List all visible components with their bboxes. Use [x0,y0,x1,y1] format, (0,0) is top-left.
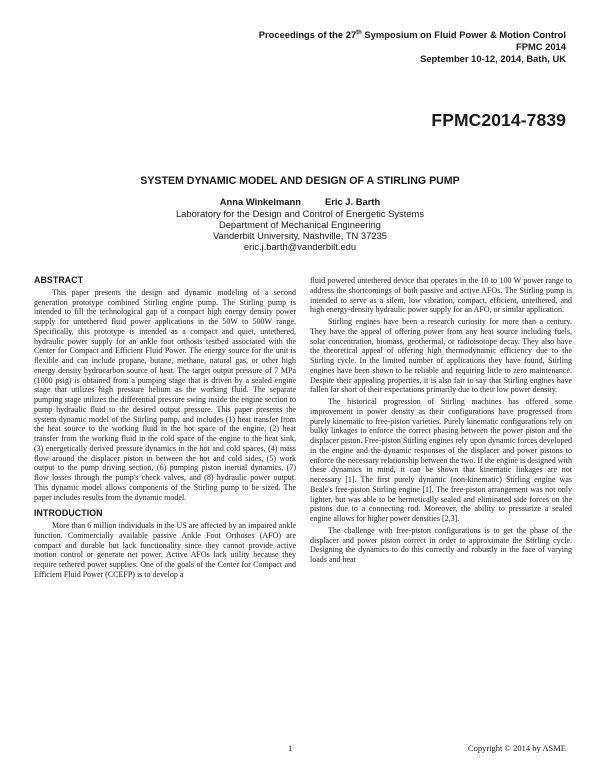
right-column [310,276,572,565]
conference-name: FPMC 2014 [515,41,566,52]
paper-id: FPMC2014-7839 [431,110,566,130]
intro-paragraph-2: Stirling engines have been a research curiosity for more than a century. They have the appeal of offering power from any heat source including fuels, solar concentration, biomass, geothermal, or radioisotope decay. They also have the theoretical appeal of offering high thermodynamic efficiency due to the Stirling cycle. In the limited number of applications they have found, Stirling engines have been shown to be reliable and requiring little to zero maintenance. Despite their appealing properties, it is also fair to say that Stirling engines have fallen far short of their expectations primarily due to their low power density. [310,317,572,395]
affiliation-block [0,208,600,252]
page-number: 1 [288,743,293,753]
proceedings-title: Proceedings of the 27th Symposium on Fluid Power & Motion Control [258,29,566,40]
author-name: Anna Winkelmann [219,196,301,207]
intro-paragraph-1: More than 6 million individuals in the US are affected by an impaired ankle function. Commercially available passive Ankle Foot Orthoses (AFO) are compact and durable but lack functionality since they cannot provide active motion control or generate net power. Active AFOs lack utility because they require tethered power supplies. One of the goals of the Center for Compact and Efficient Fluid Power (CCEFP) is to develop a [34,521,296,579]
affiliation-department: Department of Mechanical Engineering [218,219,382,230]
author-name: Eric J. Barth [324,196,381,207]
left-column [34,276,296,580]
introduction-heading: INTRODUCTION [34,508,103,519]
affiliation-lab: Laboratory for the Design and Control of Energetic Systems [175,208,425,219]
copyright-notice: Copyright © 2014 by ASME [467,743,566,753]
author-list [0,196,600,207]
author-email[interactable]: eric.j.barth@vanderbilt.edu [243,241,357,252]
proceedings-header [259,29,566,65]
abstract-heading: ABSTRACT [34,275,84,285]
abstract-text: This paper presents the design and dynamic modeling of a second generation prototype combined Stirling engine pump. The Stirling pump is intended to fill the technological gap of a compact high energy density power supply for untethered fluid power applications in the 50W to 500W range. Specifically, this prototype is intended as a compact and quiet, untethered, hydraulic power supply for an ankle foot orthosis testbed associated with the Center for Compact and Efficient Fluid Power. The energy source for the unit is flexible and can include propane, butane, methane, natural gas, or other high energy density hydrocarbon source of heat. The target output pressure of 7 MPa (1000 psig) is obtained from a pumping stage that is driven by a sealed engine stage that utilizes high pressure helium as the working fluid. The separate pumping stage utilizes the differential pressure swing inside the engine section to pump hydraulic fluid to the desired output pressure. This paper presents the system dynamic model of the Stirling pump, and includes (1) heat transfer from the heat source to the working fluid in the hot space of the engine, (2) heat transfer from the working fluid in the cold space of the engine to the heat sink, (3) energetically derived pressure dynamics in the hot and cold spaces, (4) mass flow around the displacer piston in between the hot and cold sides, (5) work output to the pump driving section, (6) pumping piston inertial dynamics, (7) flow losses through the pump's check valves, and (8) hydraulic power output. This dynamic model allows components of the Stirling pump to be sized. The paper includes results from the dynamic model. [34,287,296,502]
conference-date-location: September 10-12, 2014, Bath, UK [420,53,566,64]
paper-title: SYSTEM DYNAMIC MODEL AND DESIGN OF A STIRLING PUMP [140,175,460,187]
intro-paragraph-3: The historical progression of Stirling machines has offered some improvement in power density as their configurations have progressed from purely kinematic to free-piston varieties. Purely kinematic configurations rely on bulky linkages to enforce the correct phasing between the power piston and the displacer piston. Free-piston Stirling engines rely upon dynamic forces developed in the engine and the dynamic responses of the displacer and power pistons to enforce the necessary relationship between the two. If the engine is designed with these dynamics in mind, it can be shown that kinematic linkages are not necessary [1]. The first purely dynamic (non-kinematic) Stirling engine was Beale's free-piston Stirling engine [1]. The free-piston arrangement was not only lighter, but was able to be hermetically sealed and eliminated side forces on the pistons due to a connecting rod. Moreover, the ability to pressurize a sealed engine allows for higher power densities [2,3]. [310,397,572,523]
intro-paragraph-1-continued: fluid powered untethered device that operates in the 10 to 100 W power range to address the shortcomings of both passive and active AFOs. The Stirling pump is intended to serve as a silent, low vibration, compact, efficient, untethered, and high energy-density hydraulic power supply for an AFO, or similar application. [310,276,572,315]
intro-paragraph-4: The challenge with free-piston configurations is to get the phase of the displacer and power piston correct in order to approximate the Stirling cycle. Designing the dynamics to do this correctly and robustly in the face of varying loads and heat [310,525,572,564]
affiliation-university: Vanderbilt University, Nashville, TN 37235 [212,230,388,241]
